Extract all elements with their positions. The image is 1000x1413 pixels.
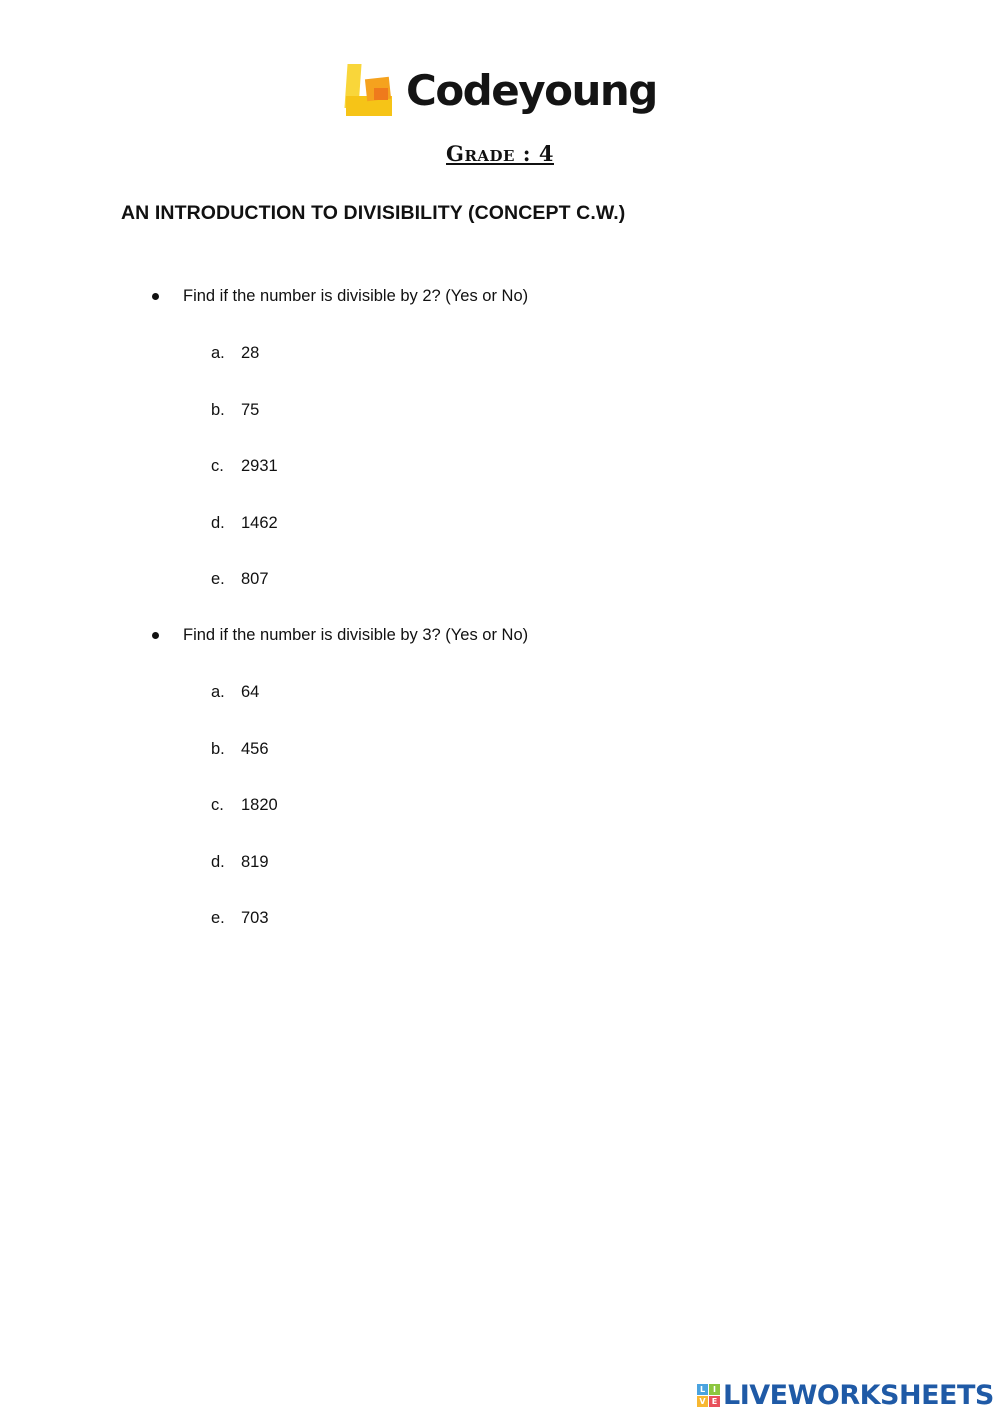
item-value: 456 [241, 740, 269, 758]
question-1 [150, 287, 528, 306]
item-letter: c. [211, 457, 224, 475]
list-item [211, 853, 269, 872]
item-letter: d. [211, 514, 225, 532]
item-value: 2931 [241, 457, 278, 475]
list-item [211, 683, 259, 702]
brand-name: Codeyoung [406, 66, 657, 115]
worksheet-title: AN INTRODUCTION TO DIVISIBILITY (CONCEPT C.W.) [121, 202, 626, 224]
item-letter: a. [211, 683, 225, 701]
list-item [211, 909, 269, 928]
question-2 [150, 626, 528, 645]
item-value: 28 [241, 344, 260, 362]
item-value: 1820 [241, 796, 278, 814]
item-value: 64 [241, 683, 260, 701]
liveworksheets-logo [697, 1380, 994, 1411]
list-item [211, 514, 278, 533]
item-value: 75 [241, 401, 260, 419]
list-item [211, 740, 269, 759]
bullet-icon [152, 293, 159, 300]
list-item [211, 796, 278, 815]
item-letter: e. [211, 909, 225, 927]
item-value: 819 [241, 853, 269, 871]
list-item [211, 457, 278, 476]
grade-heading: Grade : 4 [446, 141, 554, 166]
list-item [211, 344, 259, 363]
liveworksheets-icon: L I V E [697, 1384, 720, 1407]
item-letter: b. [211, 740, 225, 758]
question-prompt: Find if the number is divisible by 2? (Yes or No) [183, 287, 529, 305]
list-item [211, 401, 259, 420]
item-value: 703 [241, 909, 269, 927]
item-letter: b. [211, 401, 225, 419]
item-letter: c. [211, 796, 224, 814]
codeyoung-logo-icon [344, 64, 396, 118]
item-letter: e. [211, 570, 225, 588]
liveworksheets-brand: LIVEWORKSHEETS [723, 1380, 994, 1411]
item-letter: a. [211, 344, 225, 362]
codeyoung-logo [344, 62, 657, 120]
list-item [211, 570, 269, 589]
question-prompt: Find if the number is divisible by 3? (Yes or No) [183, 626, 529, 644]
item-value: 807 [241, 570, 269, 588]
bullet-icon [152, 632, 159, 639]
item-value: 1462 [241, 514, 278, 532]
item-letter: d. [211, 853, 225, 871]
